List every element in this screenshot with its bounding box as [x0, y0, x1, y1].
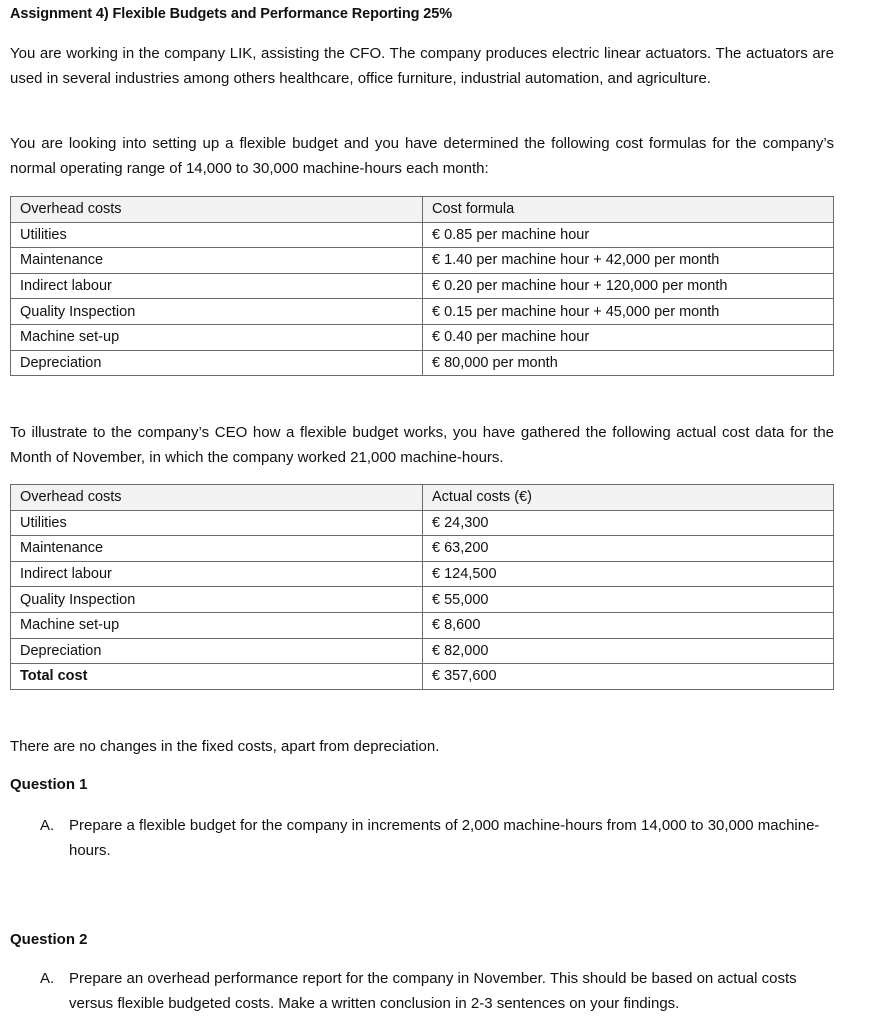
total-row: [11, 664, 834, 690]
question1-label: A.: [40, 817, 55, 834]
table-row: [11, 561, 834, 587]
total-label: Total cost: [11, 664, 423, 690]
table-row: [11, 587, 834, 613]
table-row: [11, 324, 834, 350]
header-actual-costs: Actual costs (€): [423, 485, 834, 511]
cost-name-cell: Quality Inspection: [11, 587, 423, 613]
table-row: [11, 273, 834, 299]
table-row: [11, 222, 834, 248]
question1-text: Prepare a flexible budget for the company in increments of 2,000 machine-hours from 14,000 to 30,000 machine-hours.: [69, 817, 820, 859]
cost-formula-cell: € 0.20 per machine hour + 120,000 per month: [423, 273, 834, 299]
table-row: [11, 612, 834, 638]
cost-name-cell: Machine set-up: [11, 612, 423, 638]
cost-name-cell: Indirect labour: [11, 273, 423, 299]
actual-cost-cell: € 24,300: [423, 510, 834, 536]
actual-cost-cell: € 124,500: [423, 561, 834, 587]
cost-name-cell: Depreciation: [11, 638, 423, 664]
cost-formula-cell: € 0.15 per machine hour + 45,000 per month: [423, 299, 834, 325]
cost-name-cell: Machine set-up: [11, 324, 423, 350]
question2-label: A.: [40, 970, 55, 987]
cost-name-cell: Depreciation: [11, 350, 423, 376]
actual-cost-cell: € 63,200: [423, 536, 834, 562]
cost-formula-cell: € 80,000 per month: [423, 350, 834, 376]
table-row: [11, 536, 834, 562]
cost-formula-cell: € 0.40 per machine hour: [423, 324, 834, 350]
cost-name-cell: Indirect labour: [11, 561, 423, 587]
cost-formula-cell: € 1.40 per machine hour + 42,000 per month: [423, 248, 834, 274]
header-overhead-costs: Overhead costs: [11, 197, 423, 223]
question1-heading: Question 1: [10, 776, 88, 793]
intro-paragraph: You are working in the company LIK, assisting the CFO. The company produces electric linear actuators. The actuators are used in several industries among others healthcare, office furniture, industrial automation, and agriculture.: [10, 45, 834, 87]
question1-item: [40, 813, 836, 863]
actual-cost-cell: € 82,000: [423, 638, 834, 664]
actual-paragraph: To illustrate to the company’s CEO how a flexible budget works, you have gathered the following actual cost data for the Month of November, in which the company worked 21,000 machine-hours.: [10, 424, 834, 466]
cost-name-cell: Utilities: [11, 222, 423, 248]
actual-cost-cell: € 8,600: [423, 612, 834, 638]
cost-name-cell: Utilities: [11, 510, 423, 536]
cost-formula-cell: € 0.85 per machine hour: [423, 222, 834, 248]
actual-cost-cell: € 55,000: [423, 587, 834, 613]
header-overhead-costs: Overhead costs: [11, 485, 423, 511]
cost-formula-table: [10, 196, 834, 376]
table-row: [11, 350, 834, 376]
cost-name-cell: Maintenance: [11, 248, 423, 274]
header-cost-formula: Cost formula: [423, 197, 834, 223]
table-header-row: [11, 197, 834, 223]
formula-paragraph: You are looking into setting up a flexible budget and you have determined the following cost formulas for the company’s normal operating range of 14,000 to 30,000 machine-hours each month:: [10, 135, 834, 177]
assignment-title: Assignment 4) Flexible Budgets and Performance Reporting 25%: [10, 6, 452, 22]
table-row: [11, 638, 834, 664]
fixed-cost-note: There are no changes in the fixed costs, apart from depreciation.: [10, 738, 440, 755]
total-value: € 357,600: [423, 664, 834, 690]
table-row: [11, 510, 834, 536]
question2-heading: Question 2: [10, 931, 88, 948]
question2-item: [40, 966, 836, 1016]
table-header-row: [11, 485, 834, 511]
table-row: [11, 299, 834, 325]
table-row: [11, 248, 834, 274]
cost-name-cell: Quality Inspection: [11, 299, 423, 325]
cost-name-cell: Maintenance: [11, 536, 423, 562]
question2-text: Prepare an overhead performance report for the company in November. This should be based on actual costs versus flexible budgeted costs. Make a written conclusion in 2-3 sentences on your findings.: [69, 970, 797, 1012]
actual-cost-table: [10, 484, 834, 690]
